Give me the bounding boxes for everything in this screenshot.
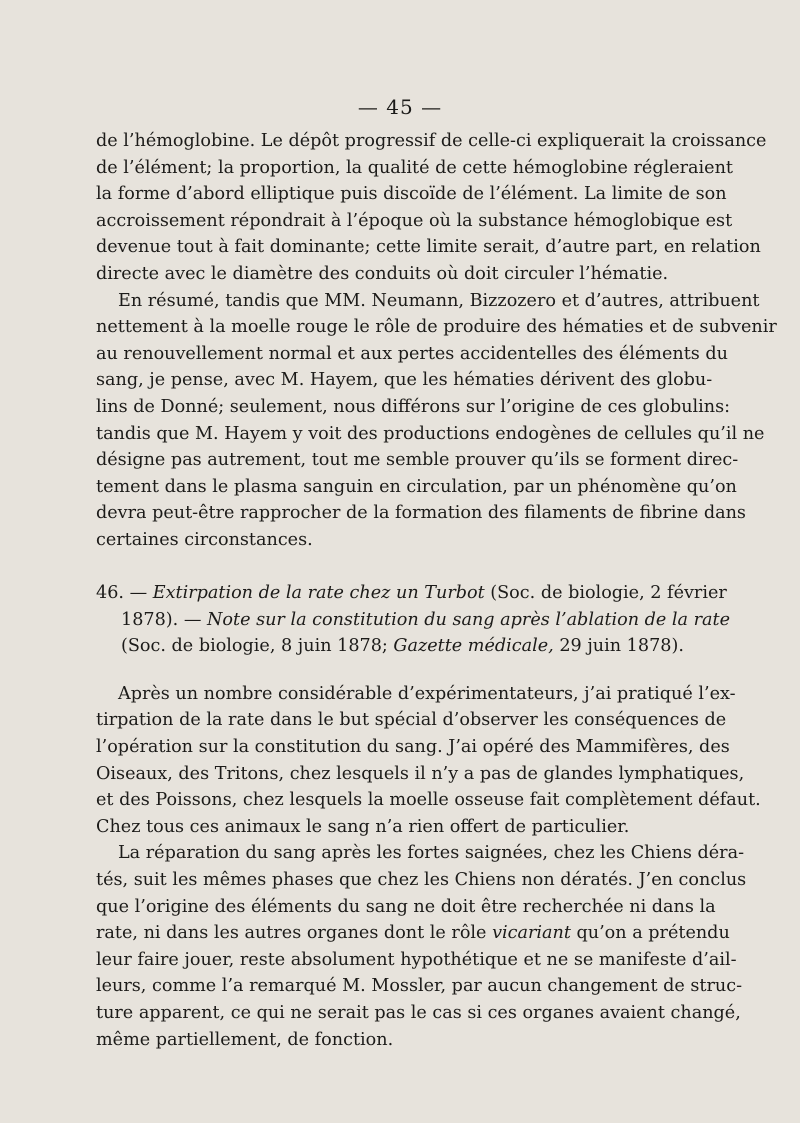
text-line: et des Poissons, chez lesquels la moelle osseuse fait complètement défaut. bbox=[96, 790, 761, 811]
reference-source-2: (Soc. de biologie, 8 juin 1878; bbox=[121, 636, 388, 657]
paragraph-1 bbox=[96, 128, 767, 288]
reference-source-1: (Soc. de biologie, 2 février bbox=[490, 583, 727, 604]
text-line: tirpation de la rate dans le but spécial d’observer les conséquences de bbox=[96, 710, 727, 731]
reference-date-1: 1878). bbox=[121, 609, 179, 630]
text-line: nettement à la moelle rouge le rôle de produire des hématies et de subvenir bbox=[96, 317, 777, 338]
paragraph-4 bbox=[96, 840, 747, 1053]
text-line: Chez tous ces animaux le sang n’a rien offert de particulier. bbox=[96, 816, 630, 837]
section-gap bbox=[96, 554, 709, 581]
text-line: leur faire jouer, reste absolument hypothétique et ne se manifeste d’ail- bbox=[96, 949, 737, 970]
text-line: même partiellement, de fonction. bbox=[96, 1029, 394, 1050]
text-line: que l’origine des éléments du sang ne doit être recherchée ni dans la bbox=[96, 896, 716, 917]
text-line: tement dans le plasma sanguin en circulation, par un phénomène qu’on bbox=[96, 476, 737, 497]
italic-term: vicariant bbox=[492, 923, 571, 944]
reference-46 bbox=[96, 580, 731, 660]
text-line: En résumé, tandis que MM. Neumann, Bizzozero et d’autres, attribuent bbox=[118, 290, 760, 311]
reference-line: 46. — Extirpation de la rate chez un Turbot (Soc. de biologie, 2 février bbox=[96, 583, 727, 604]
section-gap bbox=[96, 660, 709, 681]
text-line: tés, suit les mêmes phases que chez les Chiens non dératés. J’en conclus bbox=[96, 870, 747, 891]
page-body bbox=[96, 128, 777, 1053]
text-line bbox=[96, 920, 730, 947]
text-line: lins de Donné; seulement, nous différons sur l’origine de ces globulins: bbox=[96, 396, 731, 417]
reference-line bbox=[96, 633, 709, 660]
text-line: directe avec le diamètre des conduits où doit circuler l’hématie. bbox=[96, 263, 669, 284]
text-line: accroissement répondrait à l’époque où la substance hémoglobique est bbox=[96, 210, 733, 231]
text-line: La réparation du sang après les fortes saignées, chez les Chiens déra- bbox=[118, 843, 745, 864]
text-line: Après un nombre considérable d’expérimentateurs, j’ai pratiqué l’ex- bbox=[118, 683, 736, 704]
text-line: certaines circonstances. bbox=[96, 529, 313, 550]
paragraph-3 bbox=[96, 681, 761, 841]
text-line: ture apparent, ce qui ne serait pas le cas si ces organes avaient changé, bbox=[96, 1003, 741, 1023]
text-line: leurs, comme l’a remarqué M. Mossler, par aucun changement de struc- bbox=[96, 976, 743, 997]
text-line: tandis que M. Hayem y voit des productions endogènes de cellules qu’il ne bbox=[96, 423, 765, 444]
text-fragment: qu’on a prétendu bbox=[576, 923, 730, 944]
text-line: de l’élément; la proportion, la qualité de cette hémoglobine régleraient bbox=[96, 157, 733, 178]
text-line: l’opération sur la constitution du sang. J’ai opéré des Mammifères, des bbox=[96, 737, 730, 758]
text-line: de l’hémoglobine. Le dépôt progressif de celle-ci expliquerait la croissance bbox=[96, 131, 767, 151]
page-number: — 45 — bbox=[357, 95, 443, 119]
paragraph-2 bbox=[96, 288, 777, 554]
reference-journal: Gazette médicale, bbox=[393, 636, 554, 657]
text-line: devenue tout à fait dominante; cette limite serait, d’autre part, en relation bbox=[96, 237, 761, 258]
text-line: la forme d’abord elliptique puis discoïde de l’élément. La limite de son bbox=[96, 184, 727, 205]
reference-line: 1878). — Note sur la constitution du sang après l’ablation de la rate bbox=[121, 609, 731, 630]
text-line: au renouvellement normal et aux pertes accidentelles des éléments du bbox=[96, 343, 728, 364]
text-line: Oiseaux, des Tritons, chez lesquels il n’y a pas de glandes lymphatiques, bbox=[96, 763, 745, 784]
reference-title-1: Extirpation de la rate chez un Turbot bbox=[152, 583, 485, 604]
text-line: devra peut-être rapprocher de la formation des filaments de fibrine dans bbox=[96, 503, 746, 524]
reference-title-2: Note sur la constitution du sang après l’ablation de la rate bbox=[207, 609, 731, 630]
reference-number: 46. bbox=[96, 583, 124, 604]
text-line: sang, je pense, avec M. Hayem, que les hématies dérivent des globu- bbox=[96, 370, 713, 391]
text-fragment: rate, ni dans les autres organes dont le rôle bbox=[96, 923, 487, 944]
text-line: désigne pas autrement, tout me semble prouver qu’ils se forment direc- bbox=[96, 450, 739, 471]
reference-date-2: 29 juin 1878). bbox=[559, 636, 684, 657]
